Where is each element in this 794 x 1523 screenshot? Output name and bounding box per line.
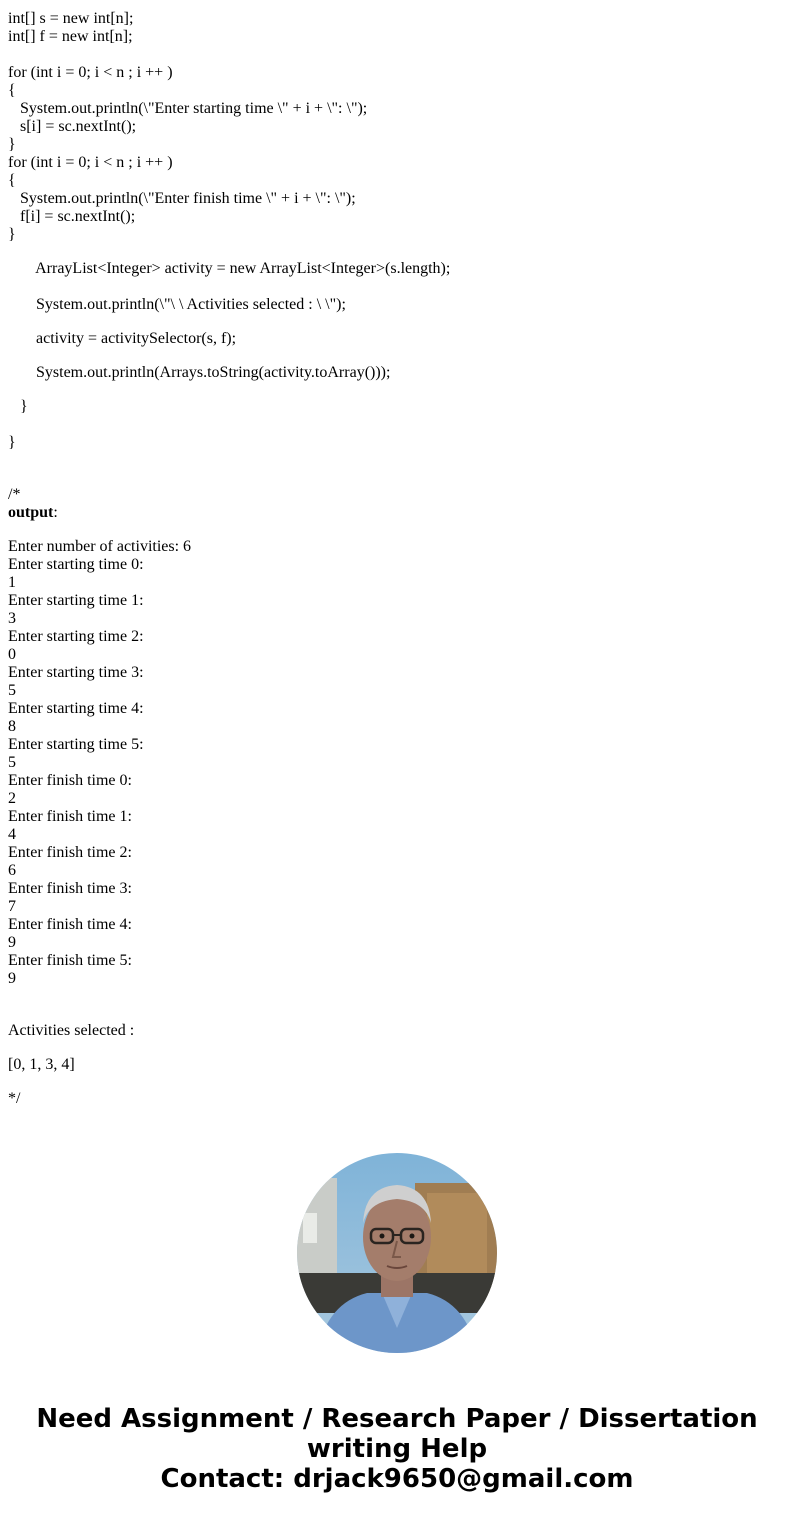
code-line: f[i] = sc.nextInt(); [8, 208, 136, 225]
author-avatar [297, 1153, 497, 1353]
activities-selected: Activities selected : [8, 1022, 135, 1039]
output-line: Enter starting time 4: [8, 700, 144, 717]
code-line: System.out.println(\"Enter starting time \" + i + \": \"); [8, 100, 368, 117]
code-line: int[] s = new int[n]; [8, 10, 134, 27]
output-line: Enter finish time 5: [8, 952, 132, 969]
output-line: Enter starting time 5: [8, 736, 144, 753]
output-line: 9 [8, 934, 16, 951]
comment-close: */ [8, 1090, 21, 1107]
code-line: for (int i = 0; i < n ; i ++ ) [8, 154, 173, 171]
output-line: 1 [8, 574, 16, 591]
promo-banner-line-1: Need Assignment / Research Paper / Dissertation [36, 1404, 758, 1434]
code-line: System.out.println(Arrays.toString(activity.toArray())); [8, 364, 391, 381]
code-line: } [8, 136, 16, 153]
code-line: } [8, 226, 16, 243]
output-line: Enter starting time 2: [8, 628, 144, 645]
code-line: activity = activitySelector(s, f); [8, 330, 237, 347]
output-line: 6 [8, 862, 16, 879]
output-colon: : [53, 504, 58, 521]
code-line: } [8, 434, 16, 451]
output-line: 9 [8, 970, 16, 987]
output-label: output [8, 504, 54, 521]
code-line: { [8, 172, 16, 189]
output-line: Enter starting time 0: [8, 556, 144, 573]
output-line: 7 [8, 898, 16, 915]
code-line: System.out.println(\"Enter finish time \" + i + \": \"); [8, 190, 356, 207]
output-line: Enter starting time 1: [8, 592, 144, 609]
output-line: Enter finish time 2: [8, 844, 132, 861]
output-line: 5 [8, 682, 16, 699]
output-line: Enter finish time 3: [8, 880, 132, 897]
comment-open: /* [8, 486, 21, 503]
code-line: for (int i = 0; i < n ; i ++ ) [8, 64, 173, 81]
output-line: 3 [8, 610, 16, 627]
promo-contact: Contact: drjack9650@gmail.com [160, 1464, 634, 1494]
output-line: 4 [8, 826, 16, 843]
output-line: 0 [8, 646, 16, 663]
result-line: [0, 1, 3, 4] [8, 1056, 75, 1073]
code-line: ArrayList<Integer> activity = new ArrayList<Integer>(s.length); [8, 260, 451, 277]
code-line: } [8, 398, 28, 415]
portrait-image [297, 1153, 497, 1353]
output-heading [8, 504, 58, 522]
output-line: Enter finish time 0: [8, 772, 132, 789]
code-line: s[i] = sc.nextInt(); [8, 118, 137, 135]
code-line: int[] f = new int[n]; [8, 28, 133, 45]
output-line: 5 [8, 754, 16, 771]
promo-banner-line-2: writing Help [306, 1434, 488, 1464]
output-line: 2 [8, 790, 16, 807]
output-line: Enter finish time 4: [8, 916, 132, 933]
output-line: Enter number of activities: 6 [8, 538, 192, 555]
output-line: Enter starting time 3: [8, 664, 144, 681]
code-line: { [8, 82, 16, 99]
code-line: System.out.println(\"\ \ Activities selected : \ \"); [8, 296, 346, 313]
output-line: 8 [8, 718, 16, 735]
output-line: Enter finish time 1: [8, 808, 132, 825]
